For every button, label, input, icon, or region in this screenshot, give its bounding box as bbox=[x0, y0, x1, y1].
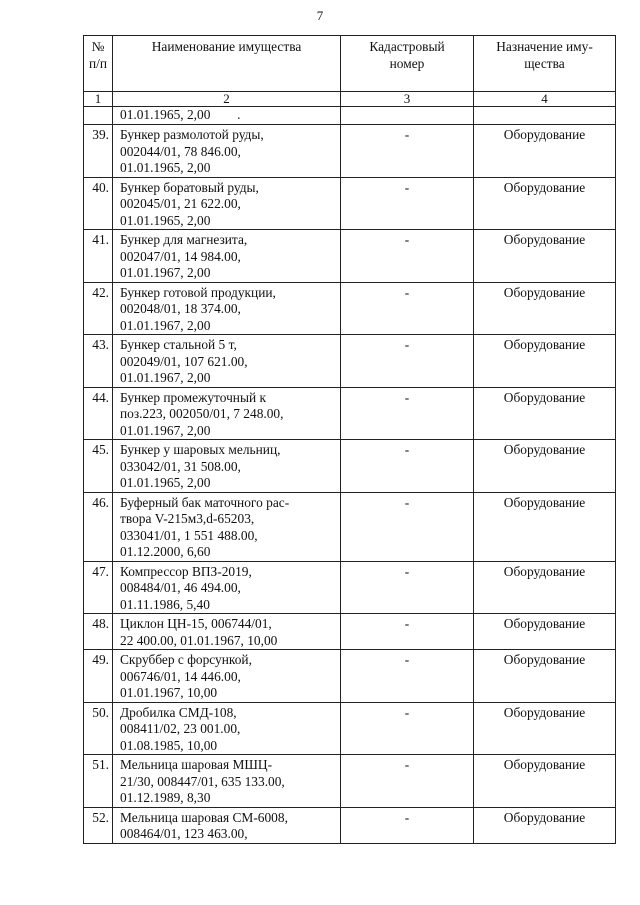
row-name: Бункер размолотой руды, 002044/01, 78 846.00, 01.01.1965, 2,00 bbox=[113, 125, 341, 178]
table-row bbox=[84, 177, 616, 230]
row-cadastral: - bbox=[341, 702, 474, 755]
row-name: Дробилка СМД-108, 008411/02, 23 001.00, 01.08.1985, 10,00 bbox=[113, 702, 341, 755]
header-cadastral: Кадастровый номер bbox=[341, 36, 474, 92]
table-row bbox=[84, 755, 616, 808]
row-name: Циклон ЦН-15, 006744/01, 22 400.00, 01.01.1967, 10,00 bbox=[113, 614, 341, 650]
table-row bbox=[84, 125, 616, 178]
row-cadastral: - bbox=[341, 650, 474, 703]
row-purpose: Оборудование bbox=[474, 387, 616, 440]
row-name: Мельница шаровая МШЦ- 21/30, 008447/01, 635 133.00, 01.12.1989, 8,30 bbox=[113, 755, 341, 808]
row-num: 52. bbox=[84, 807, 113, 843]
row-cadastral: - bbox=[341, 177, 474, 230]
column-index: 4 bbox=[474, 92, 616, 107]
table-row bbox=[84, 492, 616, 561]
row-purpose: Оборудование bbox=[474, 282, 616, 335]
table-row bbox=[84, 387, 616, 440]
row-cadastral: - bbox=[341, 755, 474, 808]
row-name: Бункер промежуточный к поз.223, 002050/01, 7 248.00, 01.01.1967, 2,00 bbox=[113, 387, 341, 440]
table-row bbox=[84, 440, 616, 493]
table-row bbox=[84, 614, 616, 650]
row-name: Бункер боратовый руды, 002045/01, 21 622.00, 01.01.1965, 2,00 bbox=[113, 177, 341, 230]
row-name: Буферный бак маточного рас- твора V-215м3,d-65203, 033041/01, 1 551 488.00, 01.12.2000, 6,60 bbox=[113, 492, 341, 561]
row-cadastral: - bbox=[341, 440, 474, 493]
row-cadastral: - bbox=[341, 335, 474, 388]
row-num bbox=[84, 107, 113, 125]
row-purpose: Оборудование bbox=[474, 755, 616, 808]
header-purpose: Назначение иму- щества bbox=[474, 36, 616, 92]
row-cadastral: - bbox=[341, 230, 474, 283]
row-purpose: Оборудование bbox=[474, 492, 616, 561]
row-purpose: Оборудование bbox=[474, 440, 616, 493]
row-cadastral bbox=[341, 107, 474, 125]
column-index-row bbox=[84, 92, 616, 107]
row-purpose: Оборудование bbox=[474, 561, 616, 614]
row-name: Компрессор ВПЗ-2019, 008484/01, 46 494.00, 01.11.1986, 5,40 bbox=[113, 561, 341, 614]
row-name: Скруббер с форсункой, 006746/01, 14 446.00, 01.01.1967, 10,00 bbox=[113, 650, 341, 703]
table-row bbox=[84, 561, 616, 614]
row-purpose bbox=[474, 107, 616, 125]
row-num: 43. bbox=[84, 335, 113, 388]
row-purpose: Оборудование bbox=[474, 807, 616, 843]
row-num: 40. bbox=[84, 177, 113, 230]
row-name: Бункер для магнезита, 002047/01, 14 984.00, 01.01.1967, 2,00 bbox=[113, 230, 341, 283]
row-purpose: Оборудование bbox=[474, 650, 616, 703]
row-cadastral: - bbox=[341, 561, 474, 614]
header-row bbox=[84, 36, 616, 92]
row-cadastral: - bbox=[341, 387, 474, 440]
row-num: 49. bbox=[84, 650, 113, 703]
row-num: 46. bbox=[84, 492, 113, 561]
header-num: № п/п bbox=[84, 36, 113, 92]
row-num: 50. bbox=[84, 702, 113, 755]
row-num: 41. bbox=[84, 230, 113, 283]
row-purpose: Оборудование bbox=[474, 335, 616, 388]
row-name: Бункер стальной 5 т, 002049/01, 107 621.00, 01.01.1967, 2,00 bbox=[113, 335, 341, 388]
table-row bbox=[84, 282, 616, 335]
row-purpose: Оборудование bbox=[474, 230, 616, 283]
row-cadastral: - bbox=[341, 807, 474, 843]
row-name: Мельница шаровая СМ-6008, 008464/01, 123 463.00, bbox=[113, 807, 341, 843]
row-purpose: Оборудование bbox=[474, 125, 616, 178]
row-num: 44. bbox=[84, 387, 113, 440]
column-index: 2 bbox=[113, 92, 341, 107]
row-purpose: Оборудование bbox=[474, 614, 616, 650]
row-purpose: Оборудование bbox=[474, 177, 616, 230]
row-cadastral: - bbox=[341, 492, 474, 561]
row-num: 51. bbox=[84, 755, 113, 808]
table-row bbox=[84, 702, 616, 755]
continuation-row bbox=[84, 107, 616, 125]
header-name: Наименование имущества bbox=[113, 36, 341, 92]
table-row bbox=[84, 230, 616, 283]
row-num: 48. bbox=[84, 614, 113, 650]
table-row bbox=[84, 335, 616, 388]
row-cadastral: - bbox=[341, 125, 474, 178]
row-name: 01.01.1965, 2,00 . bbox=[113, 107, 341, 125]
page-number: 7 bbox=[316, 8, 324, 23]
column-index: 3 bbox=[341, 92, 474, 107]
row-cadastral: - bbox=[341, 614, 474, 650]
row-num: 47. bbox=[84, 561, 113, 614]
row-num: 39. bbox=[84, 125, 113, 178]
row-cadastral: - bbox=[341, 282, 474, 335]
table-row bbox=[84, 807, 616, 843]
row-name: Бункер у шаровых мельниц, 033042/01, 31 508.00, 01.01.1965, 2,00 bbox=[113, 440, 341, 493]
column-index: 1 bbox=[84, 92, 113, 107]
table-row bbox=[84, 650, 616, 703]
row-num: 45. bbox=[84, 440, 113, 493]
property-table bbox=[83, 35, 616, 844]
row-name: Бункер готовой продукции, 002048/01, 18 374.00, 01.01.1967, 2,00 bbox=[113, 282, 341, 335]
row-num: 42. bbox=[84, 282, 113, 335]
row-purpose: Оборудование bbox=[474, 702, 616, 755]
